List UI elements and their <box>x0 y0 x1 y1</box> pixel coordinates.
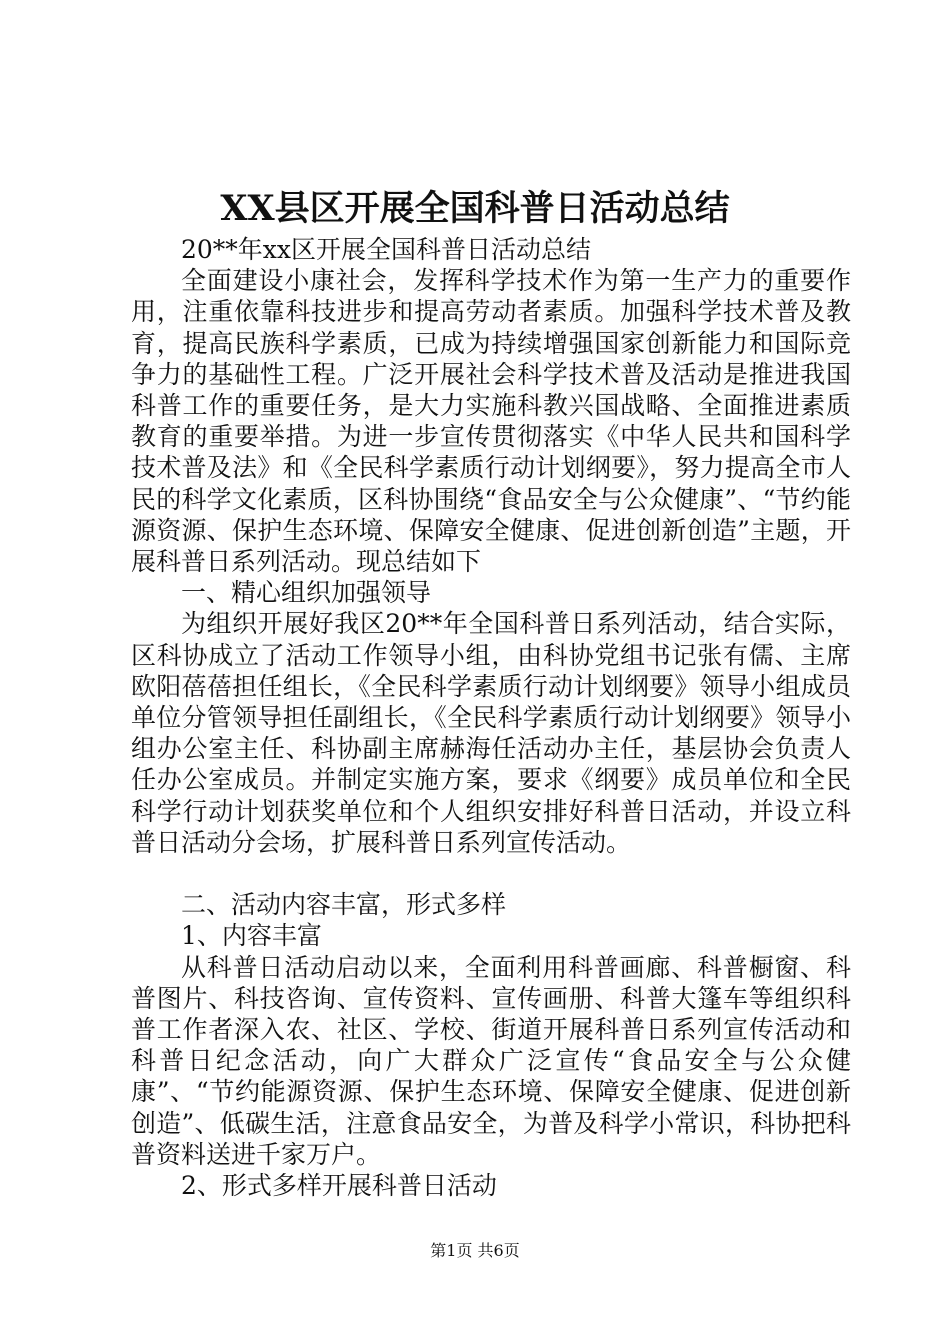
page-footer: 第1页 共6页 <box>430 1241 520 1260</box>
blank-line <box>131 858 851 889</box>
document-title: XX县区开展全国科普日活动总结 <box>220 188 730 229</box>
section-1-paragraph: 为组织开展好我区20**年全国科普日系列活动，结合实际，区科协成立了活动工作领导小组，由科协党组书记张有儒、主席欧阳蓓蓓担任组长，《全民科学素质行动计划纲要》领导小组成员单位分管领导担任副组长，《全民科学素质行动计划纲要》领导小组办公室主任、科协副主席赫海任活动办主任，基层协会负责人任办公室成员。并制定实施方案，要求《纲要》成员单位和全民科学行动计划获奖单位和个人组织安排好科普日活动，并设立科普日活动分会场，扩展科普日系列宣传活动。 <box>131 609 851 857</box>
document-body <box>131 234 851 1201</box>
section-heading-2: 二、活动内容丰富，形式多样 <box>181 890 507 920</box>
section-heading-1: 一、精心组织加强领导 <box>181 578 432 608</box>
subsection-heading-1: 1、内容丰富 <box>181 921 322 951</box>
intro-paragraph: 全面建设小康社会，发挥科学技术作为第一生产力的重要作用，注重依靠科技进步和提高劳动者素质。加强科学技术普及教育，提高民族科学素质，已成为持续增强国家创新能力和国际竞争力的基础性工程。广泛开展社会科学技术普及活动是推进我国科普工作的重要任务，是大力实施科教兴国战略、全面推进素质教育的重要举措。为进一步宣传贯彻落实《中华人民共和国科学技术普及法》和《全民科学素质行动计划纲要》，努力提高全市人民的科学文化素质，区科协围绕“食品安全与公众健康”、“节约能源资源、保护生态环境、保障安全健康、促进创新创造”主题，开展科普日系列活动。现总结如下 <box>131 266 851 577</box>
subsection-heading-2: 2、形式多样开展科普日活动 <box>181 1171 497 1201</box>
subsection-1-paragraph: 从科普日活动启动以来，全面利用科普画廊、科普橱窗、科普图片、科技咨询、宣传资料、宣传画册、科普大篷车等组织科普工作者深入农、社区、学校、街道开展科普日系列宣传活动和科普日纪念活动，向广大群众广泛宣传“食品安全与公众健康”、“节约能源资源、保护生态环境、保障安全健康、促进创新创造”、低碳生活，注意食品安全，为普及科学小常识，科协把科普资料送进千家万户。 <box>131 952 851 1169</box>
subtitle-paragraph: 20**年xx区开展全国科普日活动总结 <box>181 235 592 264</box>
